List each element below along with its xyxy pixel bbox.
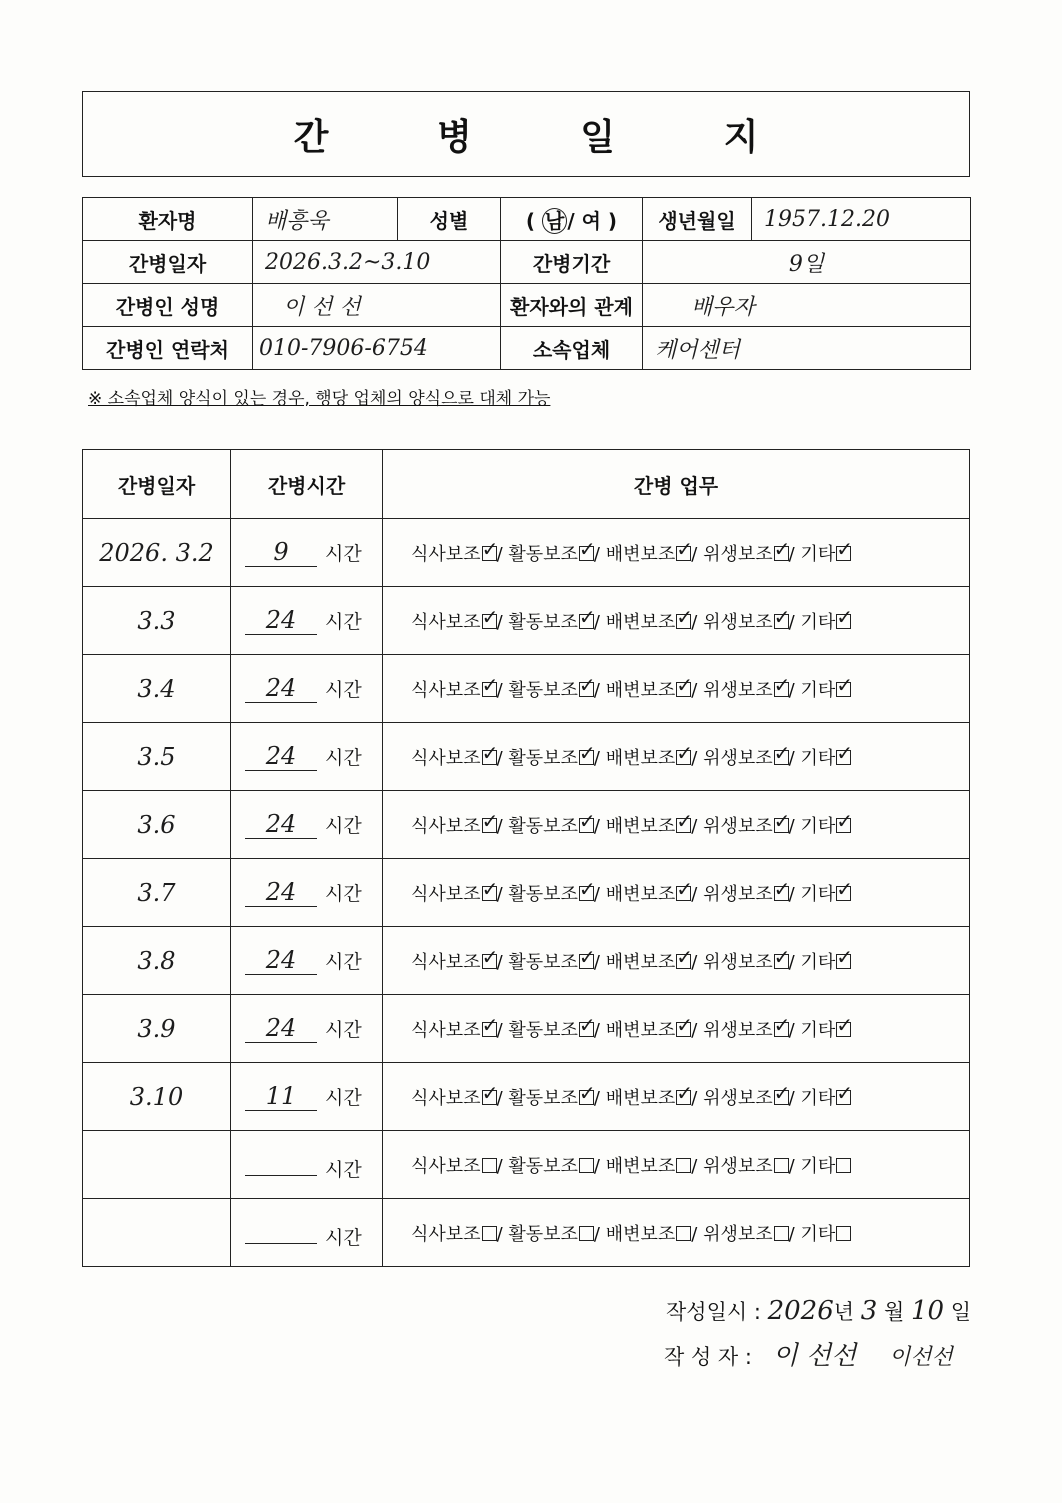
log-hours-cell: [231, 723, 383, 791]
log-tasks-cell: [383, 1131, 970, 1199]
log-hours-cell: [231, 519, 383, 587]
task-checkbox[interactable]: [482, 1022, 497, 1037]
task-separator: /: [788, 1155, 801, 1177]
task-separator: /: [593, 543, 606, 565]
log-row: [83, 1199, 970, 1267]
task-checkbox[interactable]: [774, 1022, 789, 1037]
task-label: 활동보조: [508, 1087, 578, 1109]
task-checkbox[interactable]: [482, 682, 497, 697]
task-checkbox[interactable]: [836, 954, 851, 969]
task-label: 위생보조: [703, 679, 773, 701]
task-label: 식사보조: [411, 611, 481, 633]
task-label: 식사보조: [411, 747, 481, 769]
task-label: 위생보조: [703, 951, 773, 973]
task-label: 위생보조: [703, 1019, 773, 1041]
task-checkbox[interactable]: [676, 546, 691, 561]
task-checkbox[interactable]: [482, 614, 497, 629]
task-checkbox[interactable]: [676, 750, 691, 765]
hours-unit: 시간: [325, 1019, 362, 1041]
log-tasks-cell: [383, 995, 970, 1063]
log-row: [83, 1131, 970, 1199]
log-hours-value[interactable]: 24: [245, 742, 317, 771]
task-separator: /: [496, 951, 509, 973]
task-checkbox[interactable]: [579, 1226, 594, 1241]
task-separator: /: [691, 883, 704, 905]
task-checkbox[interactable]: [482, 954, 497, 969]
task-checkbox[interactable]: [676, 818, 691, 833]
relation-value[interactable]: 배우자: [643, 284, 971, 327]
task-label: 활동보조: [508, 611, 578, 633]
task-checkbox[interactable]: [774, 886, 789, 901]
duration-value[interactable]: 9일: [643, 241, 971, 284]
log-tasks-cell: [383, 859, 970, 927]
log-hours-cell: [231, 1199, 383, 1267]
task-separator: /: [788, 1223, 801, 1245]
hours-unit: 시간: [325, 1227, 362, 1249]
task-label: 식사보조: [411, 679, 481, 701]
author-name[interactable]: 이 선선: [772, 1341, 857, 1371]
task-checkbox[interactable]: [774, 1158, 789, 1173]
task-label: 식사보조: [411, 883, 481, 905]
day-unit: 일: [950, 1300, 972, 1324]
hours-unit: 시간: [325, 747, 362, 769]
log-hours-value[interactable]: 24: [245, 878, 317, 907]
task-separator: /: [691, 1019, 704, 1041]
task-separator: /: [496, 1087, 509, 1109]
birth-label: 생년월일: [643, 198, 752, 241]
log-hours-value[interactable]: 9: [245, 538, 317, 567]
task-separator: /: [496, 543, 509, 565]
task-separator: /: [691, 951, 704, 973]
task-label: 식사보조: [411, 543, 481, 565]
task-separator: /: [788, 747, 801, 769]
written-month[interactable]: 3: [860, 1296, 878, 1326]
task-checkbox[interactable]: [836, 614, 851, 629]
caregiver-name-label: 간병인 성명: [83, 284, 253, 327]
task-label: 위생보조: [703, 815, 773, 837]
task-label: 활동보조: [508, 747, 578, 769]
hours-unit: 시간: [325, 611, 362, 633]
written-year[interactable]: 2026: [767, 1296, 834, 1326]
task-checkbox[interactable]: [579, 546, 594, 561]
hours-unit: 시간: [325, 679, 362, 701]
log-date[interactable]: 3.8: [83, 927, 231, 995]
task-separator: /: [496, 747, 509, 769]
log-tasks-cell: [383, 655, 970, 723]
task-separator: /: [593, 611, 606, 633]
patient-info-table: [82, 197, 971, 370]
task-separator: /: [691, 611, 704, 633]
task-label: 식사보조: [411, 815, 481, 837]
task-checkbox[interactable]: [774, 614, 789, 629]
hours-unit: 시간: [325, 815, 362, 837]
task-checkbox[interactable]: [774, 1226, 789, 1241]
log-hours-value[interactable]: [245, 1215, 317, 1244]
log-hours-value[interactable]: 24: [245, 946, 317, 975]
log-hours-cell: [231, 859, 383, 927]
log-row: [83, 791, 970, 859]
task-checkbox[interactable]: [676, 886, 691, 901]
period-date-label: 간병일자: [83, 241, 253, 284]
task-label: 기타: [800, 1155, 836, 1177]
author-signature[interactable]: 이선선: [888, 1345, 953, 1370]
task-separator: /: [788, 883, 801, 905]
task-label: 활동보조: [508, 1155, 578, 1177]
task-label: 배변보조: [605, 883, 676, 905]
task-label: 기타: [800, 883, 836, 905]
task-separator: /: [788, 543, 801, 565]
task-label: 기타: [800, 679, 836, 701]
log-date[interactable]: 3.9: [83, 995, 231, 1063]
task-checkbox[interactable]: [676, 682, 691, 697]
task-label: 활동보조: [508, 543, 578, 565]
log-date[interactable]: 3.10: [83, 1063, 231, 1131]
task-checkbox[interactable]: [774, 818, 789, 833]
log-date[interactable]: [83, 1199, 231, 1267]
task-label: 기타: [800, 1087, 836, 1109]
task-checkbox[interactable]: [676, 1226, 691, 1241]
year-unit: 년: [833, 1300, 855, 1324]
task-separator: /: [593, 1087, 606, 1109]
task-label: 배변보조: [605, 815, 676, 837]
task-separator: /: [496, 611, 509, 633]
task-checkbox[interactable]: [482, 1090, 497, 1105]
task-checkbox[interactable]: [836, 1158, 851, 1173]
log-date[interactable]: 3.3: [83, 587, 231, 655]
task-label: 위생보조: [703, 611, 773, 633]
task-label: 기타: [800, 1019, 836, 1041]
log-tasks-cell: [383, 1199, 970, 1267]
task-separator: /: [593, 883, 606, 905]
hours-unit: 시간: [325, 883, 362, 905]
author-line: [664, 1335, 953, 1372]
contact-value[interactable]: 010-7906-6754: [253, 327, 501, 370]
patient-name-value[interactable]: 배흥욱: [253, 198, 398, 241]
log-hours-value[interactable]: 24: [245, 1014, 317, 1043]
log-date[interactable]: 3.5: [83, 723, 231, 791]
task-checkbox[interactable]: [774, 1090, 789, 1105]
hours-unit: 시간: [325, 1087, 362, 1109]
task-separator: /: [691, 1155, 704, 1177]
task-separator: /: [691, 1223, 704, 1245]
task-label: 식사보조: [411, 1087, 481, 1109]
log-date[interactable]: [83, 1131, 231, 1199]
company-value[interactable]: 케어센터: [643, 327, 971, 370]
task-checkbox[interactable]: [836, 1226, 851, 1241]
log-row: [83, 859, 970, 927]
patient-name-label: 환자명: [83, 198, 253, 241]
task-checkbox[interactable]: [482, 1226, 497, 1241]
log-hours-cell: [231, 791, 383, 859]
task-label: 기타: [800, 1223, 836, 1245]
task-checkbox[interactable]: [774, 682, 789, 697]
gender-separator: /: [567, 208, 575, 233]
task-separator: /: [593, 815, 606, 837]
header-hours: 간병시간: [231, 450, 383, 519]
task-separator: /: [691, 815, 704, 837]
written-date-label: 작성일시 :: [666, 1300, 761, 1324]
log-hours-cell: [231, 1063, 383, 1131]
log-date[interactable]: 3.6: [83, 791, 231, 859]
log-date[interactable]: 3.7: [83, 859, 231, 927]
task-label: 식사보조: [411, 1155, 481, 1177]
task-checkbox[interactable]: [482, 886, 497, 901]
task-checkbox[interactable]: [836, 682, 851, 697]
care-log-table: [82, 449, 970, 1267]
log-date[interactable]: 2026. 3.2: [83, 519, 231, 587]
task-checkbox[interactable]: [676, 1158, 691, 1173]
task-checkbox[interactable]: [836, 818, 851, 833]
task-checkbox[interactable]: [482, 818, 497, 833]
task-checkbox[interactable]: [774, 546, 789, 561]
task-checkbox[interactable]: [774, 954, 789, 969]
task-label: 배변보조: [605, 1155, 676, 1177]
task-checkbox[interactable]: [579, 682, 594, 697]
task-checkbox[interactable]: [836, 1022, 851, 1037]
task-label: 배변보조: [605, 951, 676, 973]
task-label: 식사보조: [411, 951, 481, 973]
log-hours-value[interactable]: 24: [245, 674, 317, 703]
task-checkbox[interactable]: [836, 546, 851, 561]
birth-value[interactable]: 1957.12.20: [752, 198, 971, 241]
gender-options[interactable]: ( 남 / 여 ): [501, 198, 643, 241]
month-unit: 월: [883, 1300, 905, 1324]
header-date: 간병일자: [83, 450, 231, 519]
caregiver-name-value[interactable]: 이 선 선: [253, 284, 501, 327]
log-tasks-cell: [383, 519, 970, 587]
task-checkbox[interactable]: [676, 1090, 691, 1105]
task-label: 활동보조: [508, 951, 578, 973]
task-checkbox[interactable]: [579, 818, 594, 833]
log-row: [83, 587, 970, 655]
task-separator: /: [593, 679, 606, 701]
task-separator: /: [788, 679, 801, 701]
gender-label: 성별: [398, 198, 501, 241]
header-tasks: 간병 업무: [383, 450, 970, 519]
log-hours-value[interactable]: 11: [245, 1082, 317, 1111]
task-label: 위생보조: [703, 1155, 773, 1177]
duration-label: 간병기간: [501, 241, 643, 284]
task-checkbox[interactable]: [579, 750, 594, 765]
document-title: 간 병 일 지: [293, 116, 807, 158]
task-label: 식사보조: [411, 1019, 481, 1041]
task-label: 활동보조: [508, 1019, 578, 1041]
task-separator: /: [593, 747, 606, 769]
task-label: 활동보조: [508, 679, 578, 701]
task-label: 배변보조: [605, 1087, 676, 1109]
log-row: [83, 723, 970, 791]
log-hours-value[interactable]: 24: [245, 810, 317, 839]
task-separator: /: [593, 1019, 606, 1041]
task-separator: /: [788, 611, 801, 633]
gender-female-option[interactable]: 여: [581, 208, 601, 233]
task-label: 위생보조: [703, 747, 773, 769]
hours-unit: 시간: [325, 543, 362, 565]
task-separator: /: [496, 679, 509, 701]
task-label: 활동보조: [508, 815, 578, 837]
gender-male-option[interactable]: 남: [542, 208, 567, 234]
task-checkbox[interactable]: [836, 886, 851, 901]
author-label: 작 성 자 :: [664, 1345, 752, 1369]
log-tasks-cell: [383, 791, 970, 859]
log-hours-value[interactable]: [245, 1147, 317, 1176]
replacement-note: ※ 소속업체 양식이 있는 경우, 행당 업체의 양식으로 대체 가능: [88, 389, 551, 409]
task-checkbox[interactable]: [482, 546, 497, 561]
task-checkbox[interactable]: [774, 750, 789, 765]
task-label: 기타: [800, 815, 836, 837]
document-title-box: [82, 91, 970, 177]
task-separator: /: [593, 951, 606, 973]
task-separator: /: [593, 1155, 606, 1177]
task-separator: /: [496, 815, 509, 837]
task-label: 활동보조: [508, 1223, 578, 1245]
task-checkbox[interactable]: [579, 886, 594, 901]
log-hours-cell: [231, 655, 383, 723]
log-hours-cell: [231, 587, 383, 655]
log-hours-cell: [231, 995, 383, 1063]
task-label: 위생보조: [703, 883, 773, 905]
hours-unit: 시간: [325, 951, 362, 973]
written-date-line: [666, 1296, 971, 1326]
task-separator: /: [691, 543, 704, 565]
company-label: 소속업체: [501, 327, 643, 370]
task-label: 위생보조: [703, 1223, 773, 1245]
task-separator: /: [496, 1019, 509, 1041]
log-row: [83, 1063, 970, 1131]
task-separator: /: [788, 951, 801, 973]
log-row: [83, 519, 970, 587]
task-checkbox[interactable]: [482, 750, 497, 765]
task-separator: /: [496, 1155, 509, 1177]
log-hours-cell: [231, 927, 383, 995]
log-tasks-cell: [383, 927, 970, 995]
task-checkbox[interactable]: [579, 1022, 594, 1037]
task-checkbox[interactable]: [482, 1158, 497, 1173]
log-hours-value[interactable]: 24: [245, 606, 317, 635]
period-date-value[interactable]: 2026.3.2~3.10: [253, 241, 501, 284]
task-checkbox[interactable]: [836, 1090, 851, 1105]
log-row: [83, 655, 970, 723]
task-checkbox[interactable]: [579, 954, 594, 969]
task-label: 기타: [800, 543, 836, 565]
task-separator: /: [496, 1223, 509, 1245]
hours-unit: 시간: [325, 1159, 362, 1181]
log-hours-cell: [231, 1131, 383, 1199]
log-row: [83, 995, 970, 1063]
task-label: 배변보조: [605, 747, 676, 769]
log-date[interactable]: 3.4: [83, 655, 231, 723]
task-label: 식사보조: [411, 1223, 481, 1245]
task-separator: /: [496, 883, 509, 905]
task-label: 기타: [800, 951, 836, 973]
task-separator: /: [788, 815, 801, 837]
task-separator: /: [788, 1019, 801, 1041]
task-label: 배변보조: [605, 679, 676, 701]
task-label: 위생보조: [703, 1087, 773, 1109]
written-day[interactable]: 10: [910, 1296, 945, 1326]
task-label: 배변보조: [605, 1019, 676, 1041]
task-label: 활동보조: [508, 883, 578, 905]
task-separator: /: [593, 1223, 606, 1245]
contact-label: 간병인 연락처: [83, 327, 253, 370]
task-label: 배변보조: [605, 611, 676, 633]
task-label: 배변보조: [605, 543, 676, 565]
task-separator: /: [691, 1087, 704, 1109]
task-checkbox[interactable]: [836, 750, 851, 765]
task-checkbox[interactable]: [579, 1090, 594, 1105]
log-row: [83, 927, 970, 995]
task-separator: /: [691, 747, 704, 769]
log-tasks-cell: [383, 723, 970, 791]
task-checkbox[interactable]: [579, 1158, 594, 1173]
task-label: 위생보조: [703, 543, 773, 565]
task-checkbox[interactable]: [579, 614, 594, 629]
task-checkbox[interactable]: [676, 1022, 691, 1037]
task-label: 기타: [800, 611, 836, 633]
log-tasks-cell: [383, 1063, 970, 1131]
task-checkbox[interactable]: [676, 954, 691, 969]
task-checkbox[interactable]: [676, 614, 691, 629]
task-separator: /: [691, 679, 704, 701]
task-label: 기타: [800, 747, 836, 769]
task-separator: /: [788, 1087, 801, 1109]
log-tasks-cell: [383, 587, 970, 655]
task-label: 배변보조: [605, 1223, 676, 1245]
relation-label: 환자와의 관계: [501, 284, 643, 327]
